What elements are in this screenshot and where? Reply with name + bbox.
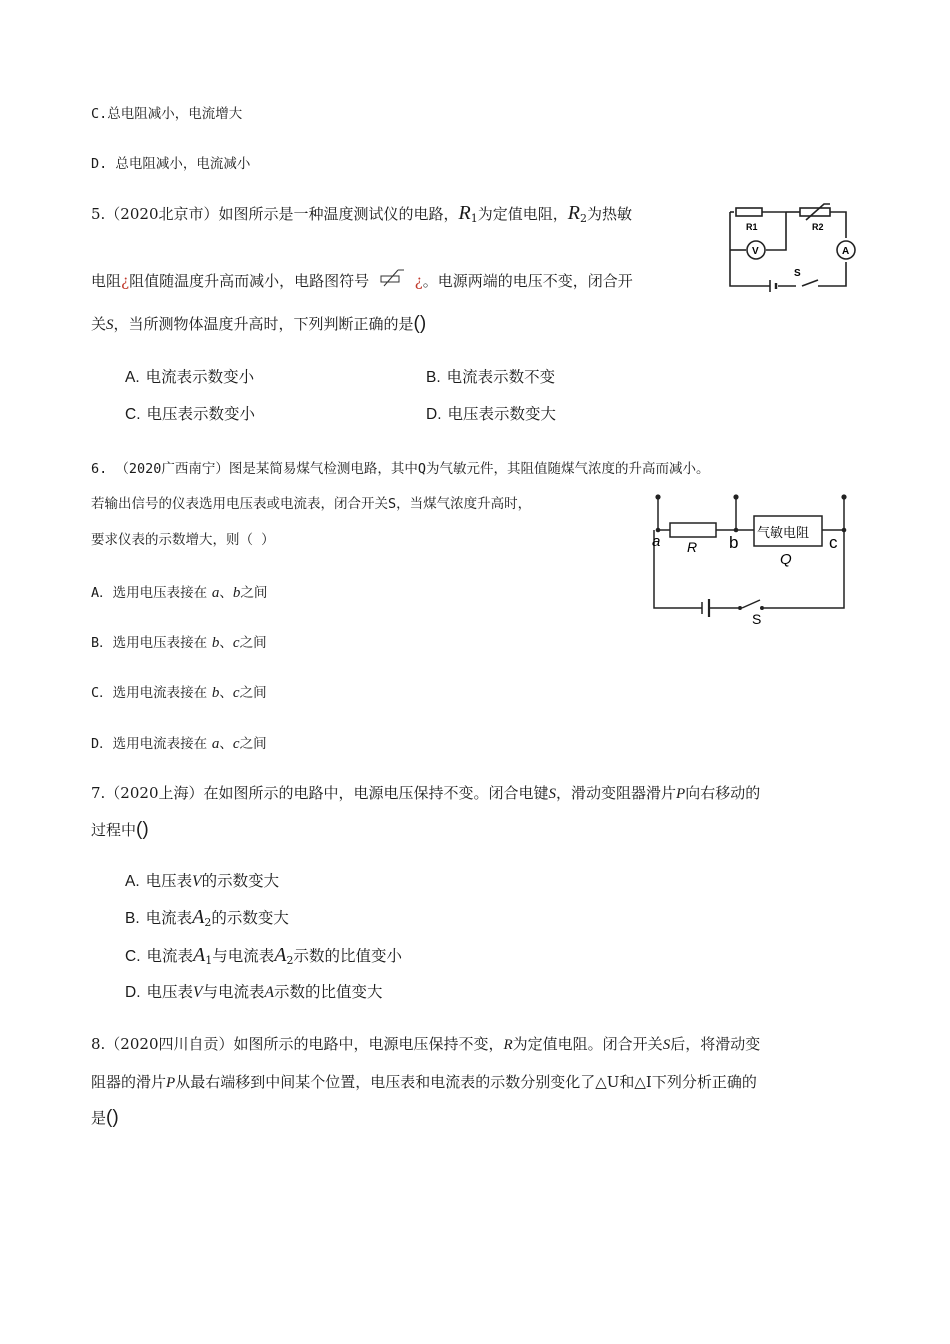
q5-option-a: A. 电流表示数变小 [125,368,255,386]
q7-option-a: A. 电压表V的示数变大 [125,872,280,890]
q8-stem-line1: 8.（2020四川自贡）如图所示的电路中，电源电压保持不变，R为定值电阻。闭合开关S后，将滑动变 [91,1035,761,1053]
sensor-q-label: Q [780,551,792,568]
q5-option-c: C. 电压表示数变小 [125,405,256,423]
q4-option-c: C.总电阻减小，电流增大 [91,106,243,122]
q4-option-d: D. 总电阻减小，电流减小 [91,156,251,172]
q5-stem-line1: 5.（2020北京市）如图所示是一种温度测试仪的电路，$R_1$为定值电阻，$R_2$为热敏 [91,202,632,225]
r2-label: R2 [812,222,824,232]
gas-sensor-label: 气敏电阻 [757,525,810,540]
resistor-r-label: R [687,539,698,555]
q5-circuit-diagram [726,200,862,292]
voltmeter-label: V [752,246,759,257]
q5-option-d: D. 电压表示数变大 [426,405,557,423]
q6-circuit-diagram [646,490,858,630]
q6-stem-line2: 若输出信号的仪表选用电压表或电流表，闭合开关S，当煤气浓度升高时， [91,496,532,512]
thermistor-symbol-icon [374,266,410,288]
node-b-label: b [729,533,739,552]
q7-option-c: C. 电流表$A_1$与电流表$A_2$示数的比值变小 [125,944,402,967]
q6-stem-line1: 6. （2020广西南宁）图是某简易煤气检测电路，其中Q为气敏元件，其阻值随煤气浓度的升高而减小。 [91,461,710,477]
q6-option-a: A．选用电压表接在 a、b之间 [91,585,268,601]
switch-label: S [794,268,801,279]
node-a-label: a [652,533,661,550]
node-c-label: c [829,533,838,552]
q5-stem-line3: 关S，当所测物体温度升高时，下列判断正确的是() [91,313,427,334]
q7-stem-line1: 7.（2020上海）在如图所示的电路中，电源电压保持不变。闭合电键S，滑动变阻器滑片P向右移动的 [91,784,761,802]
q5-stem-line2: 电阻¿阻值随温度升高而减小，电路图符号 ¿。电源两端的电压不变，闭合开 [91,266,633,291]
q7-option-d: D. 电压表V与电流表A示数的比值变大 [125,983,383,1001]
q6-option-b: B．选用电压表接在 b、c之间 [91,635,267,651]
resistor-r [670,523,716,537]
ammeter-label: A [842,246,850,257]
q8-stem-line3: 是() [91,1107,119,1128]
q7-stem-line2: 过程中() [91,819,149,840]
q7-option-b: B. 电流表$A_2$的示数变大 [125,906,289,929]
q6-option-d: D．选用电流表接在 a、c之间 [91,736,267,752]
q5-option-b: B. 电流表示数不变 [426,368,556,386]
q6-stem-line3: 要求仪表的示数增大，则（ ） [91,532,275,548]
r1-label: R1 [746,222,758,232]
r1-resistor [736,208,762,216]
q8-stem-line2: 阻器的滑片P从最右端移到中间某个位置，电压表和电流表的示数分别变化了△U和△I下列分析正确的 [91,1073,757,1091]
switch-s-label: S [752,611,762,627]
q6-option-c: C．选用电流表接在 b、c之间 [91,685,267,701]
